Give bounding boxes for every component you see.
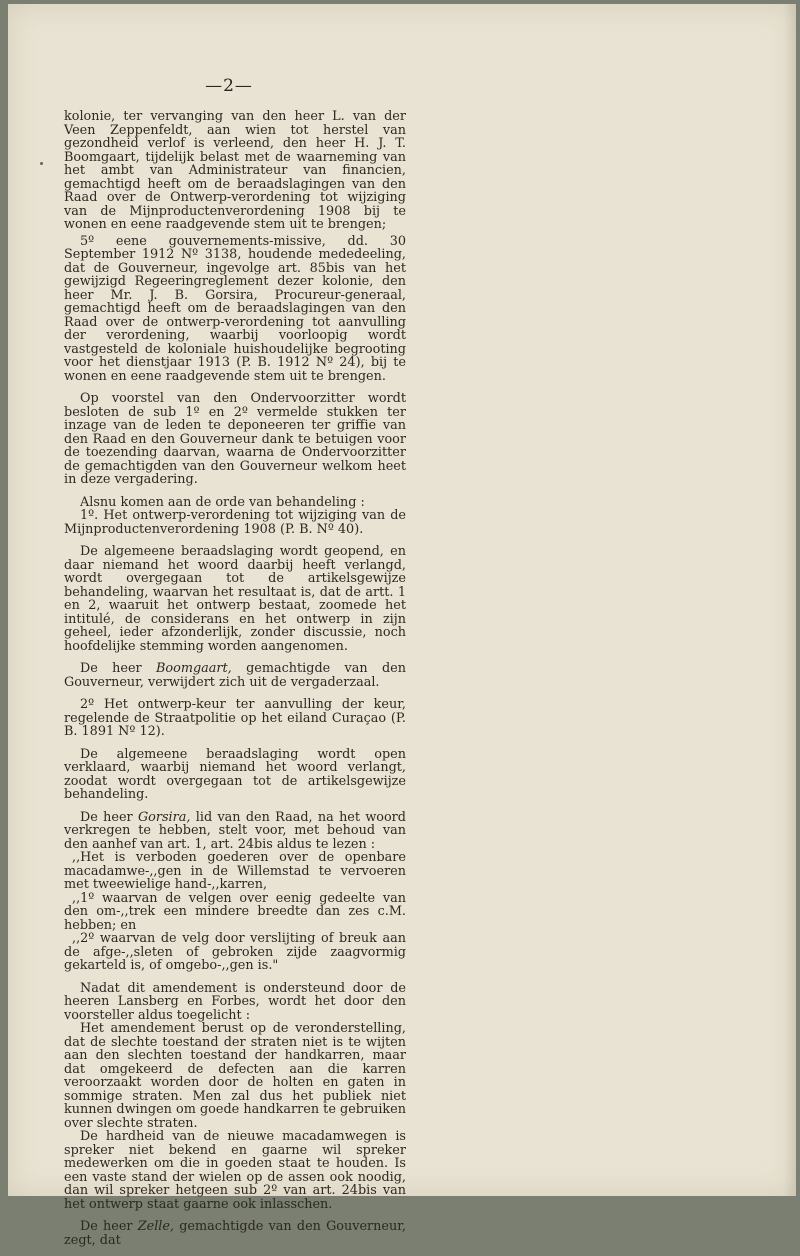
ink-speck (40, 162, 43, 165)
document-page (8, 4, 796, 1248)
paragraph-proposal: Op voorstel van den Ondervoorzitter wordt besloten de sub 1º en 2º vermelde stukken ter inzage van de leden te deponeeren ter griffie van den Raad en den Gouverneur dank te betuigen voor de toezending daarvan, waarna de Ondervoorzitter de gemachtigden van den Gouverneur welkom heet in deze vergadering. (64, 391, 406, 487)
text-segment: De heer (80, 1219, 138, 1234)
text-segment: gemachtigde van den Gouverneur, verwijdert zich uit de vergaderzaal. (64, 661, 406, 690)
quote-line-2: ,,1º waarvan de velgen over eenig gedeelte van den om-,,trek een mindere breedte dan zes c.M. hebben; en (64, 890, 406, 933)
page-edge-shadow (784, 4, 796, 1196)
text-segment: lid van den Raad, na het woord verkregen te hebben, stelt voor, met behoud van den aanhef van art. 1, art. 24bis aldus te lezen : (64, 809, 406, 852)
quote-line-1: ,,Het is verboden goederen over de openbare macadamwe-,,gen in de Willemstad te vervoeren met tweewielige hand-,,karren, (64, 850, 406, 892)
text-segment: De heer (80, 661, 157, 676)
paragraph-deliberation-1: De algemeene beraadslaging wordt geopend, en daar niemand het woord daarbij heeft verlangd, wordt overgegaan tot de artikelsgewijze behandeling, waarvan het resultaat is, dat de artt. 1 en 2, waaruit het ontwerp bestaat, zoomede het intitulé, de considerans en het ontwerp in zijn geheel, ieder afzonderlijk, zonder discussie, noch hoofdelijke stemming worden aangenomen. (64, 544, 406, 654)
paragraph-boomgaart (64, 662, 406, 689)
paragraph-order: Alsnu komen aan de orde van behandeling : (80, 494, 365, 510)
paragraph-amendment-basis: Het amendement berust op de veronderstelling, dat de slechte toestand der straten niet is te wijten aan den slechten toestand der handkarren, maar dat omgekeerd de defecten aan die karren veroorzaakt worden door de holten en gaten in sommige straten. Men zal dus het publiek niet kunnen dwingen om goede handkarren te gebruiken over slechte straten. (64, 1021, 406, 1131)
paragraph-zelle (64, 1220, 406, 1247)
person-name: Zelle, (137, 1219, 175, 1234)
person-name: Boomgaart, (156, 661, 232, 676)
paragraph-macadam: De hardheid van de nieuwe macadamwegen is spreker niet bekend en gaarne wil spreker medewerken om die in goeden staat te houden. Is een vaste stand der wielen op de assen ook noodig, dan wil spreker hetgeen sub 2º van art. 24bis van het ontwerp staat gaarne ook inlasschen. (64, 1129, 406, 1212)
paragraph-item-1: 1º. Het ontwerp-verordening tot wijziging van de Mijnproductenverordening 1908 (P. B. Nº 40). (64, 508, 406, 537)
quote-line-3: ,,2º waarvan de velg door verslijting of breuk aan de afge-,,sleten of gebroken zijde zaagvormig gekarteld is, of omgebo-,,gen is." (64, 931, 406, 973)
person-name: Gorsira, (137, 809, 191, 825)
text-segment: De heer (80, 809, 138, 825)
paragraph-item-2: 2º Het ontwerp-keur ter aanvulling der keur, regelende de Straatpolitie op het eiland Curaçao (P. B. 1891 Nº 12). (64, 697, 406, 739)
paragraph-gorsira (64, 811, 406, 852)
text-segment: gemachtigde van den Gouverneur, zegt, dat (64, 1219, 406, 1248)
paragraph-deliberation-2: De algemeene beraadslaging wordt open verklaard, waarbij niemand het woord verlangt, zoodat wordt overgegaan tot de artikelsgewijze behandeling. (64, 746, 406, 802)
page-number: —2— (205, 76, 253, 96)
paragraph-amendment-support: Nadat dit amendement is ondersteund door de heeren Lansberg en Forbes, wordt het door den voorsteller aldus toegelicht : (64, 980, 406, 1023)
paragraph-missive-5: 5º eene gouvernements-missive, dd. 30 September 1912 Nº 3138, houdende mededeeling, dat de Gouverneur, ingevolge art. 85bis van het gewijzigd Regeeringreglement dezer kolonie, den heer Mr. J. B. Gorsira, Procureur-generaal, gemachtigd heeft om de beraadslagingen van den Raad over de ontwerp-verordening tot aanvulling der verordening, waarbij voorloopig wordt vastgesteld de koloniale huishoudelijke begrooting voor het dienstjaar 1913 (P. B. 1912 Nº 24), bij te wonen en eene raadgevende stem uit te brengen. (64, 233, 406, 384)
paragraph-continuation: kolonie, ter vervanging van den heer L. van der Veen Zeppenfeldt, aan wien tot herstel van gezondheid verlof is verleend, den heer H. J. T. Boomgaart, tijdelijk belast met de waarneming van het ambt van Administrateur van financien, gemachtigd heeft om de beraadslagingen van den Raad over de Ontwerp-verordening tot wijziging van de Mijnproductenverordening 1908 bij te wonen en eene raadgevende stem uit te brengen; (64, 109, 406, 232)
body-text (64, 110, 406, 1256)
